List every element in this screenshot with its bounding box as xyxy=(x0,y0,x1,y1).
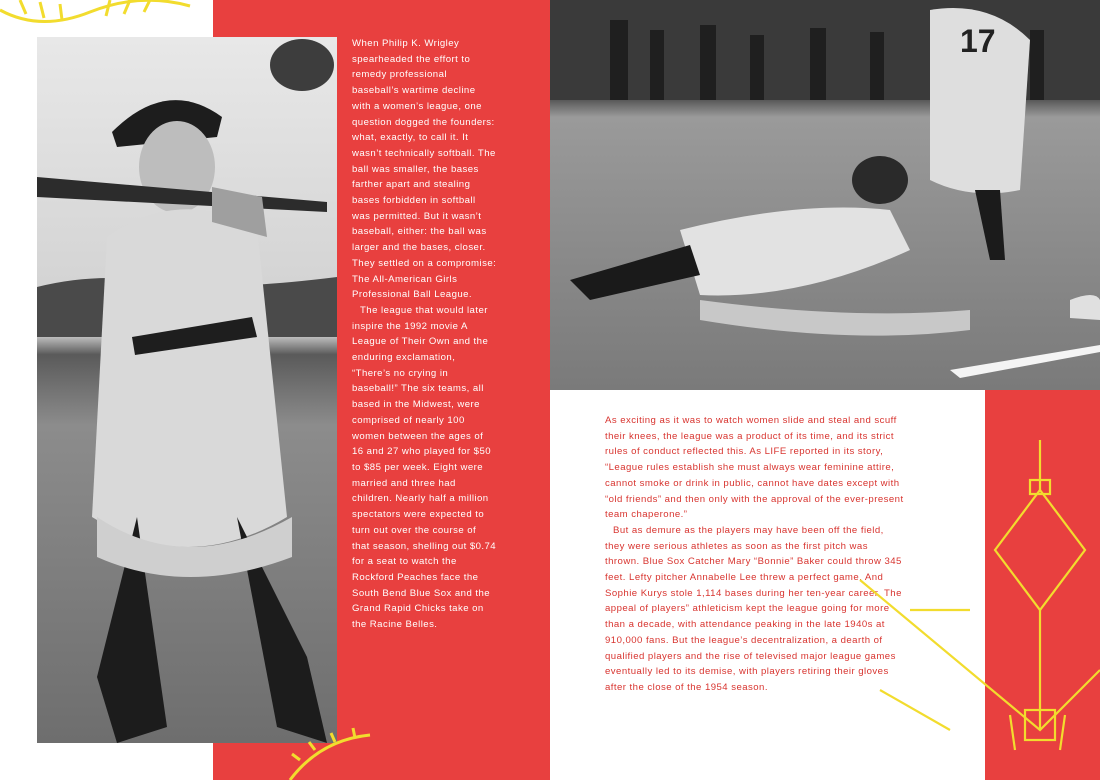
baseball-stitch-decoration xyxy=(0,0,213,40)
article-column-left xyxy=(352,36,497,633)
sliding-player-photo xyxy=(550,0,1100,390)
article-paragraph: But as demure as the players may have been off the field, they were serious athletes as soon as the first pitch was thrown. Blue Sox Catcher Mary “Bonnie” Baker could throw 345 feet. Lefty pitcher Annabelle Lee threw a perfect game. And Sophie Kurys stole 1,114 bases during her ten-year career. The appeal of players” athleticism kept the league going for more than a decade, with attendance peaking in the late 1940s at 910,000 fans. But the league’s decentralization, a dearth of qualified players and the rise of televised major league games eventually led to its demise, with players retiring their gloves after the close of the 1954 season. xyxy=(605,524,902,693)
article-paragraph: As exciting as it was to watch women slide and steal and scuff their knees, the league was a product of its time, and its strict rules of conduct reflected this. As LIFE reported in its story, “League rules establish she must always wear feminine attire, cannot smoke or drink in public, cannot have dates except with “old friends” and then only with the approval of the ever-present team chaperone.” xyxy=(605,415,904,521)
jersey-number: 17 xyxy=(960,23,996,59)
red-panel-right xyxy=(985,390,1100,780)
article-column-right xyxy=(605,413,905,696)
article-paragraph: When Philip K. Wrigley spearheaded the effort to remedy professional baseball’s wartime decline with a women’s league, one question dogged the founders: what, exactly, to call it. It wasn’t technically softball. The ball was smaller, the bases farther apart and stealing bases forbidden in softball was permitted. But it wasn’t baseball, either: the ball was larger and the bases, closer. They settled on a compromise: The All-American Girls Professional Ball League. xyxy=(352,38,497,301)
batter-photo xyxy=(37,37,337,743)
article-paragraph: The league that would later inspire the 1992 movie A League of Their Own and the enduring exclamation, “There’s no crying in baseball!” The six teams, all based in the Midwest, were comprised of nearly 100 women between the ages of 16 and 27 who played for $50 to $85 per week. Eight were married and three had children. Nearly half a million spectators were expected to turn out over the course of that season, shelling out $0.74 for a seat to watch the Rockford Peaches face the South Bend Blue Sox and the Grand Rapid Chicks take on the Racine Belles. xyxy=(352,304,497,631)
